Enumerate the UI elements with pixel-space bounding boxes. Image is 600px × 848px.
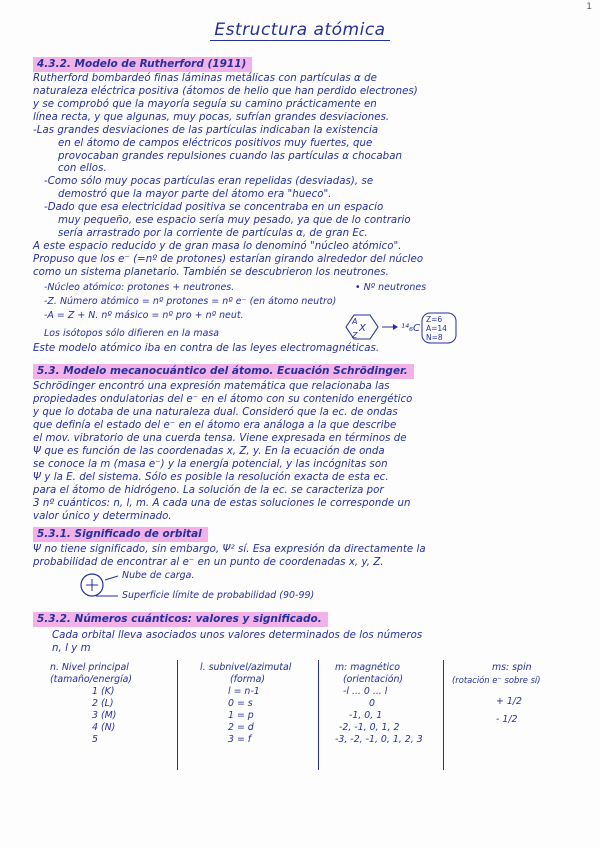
text-line: Propuso que los e⁻ (=nº de protones) estarían girando alrededor del núcleo	[33, 254, 424, 265]
col-header: (orientación)	[343, 674, 404, 685]
isotopos-line: Los isótopos sólo difieren en la masa	[44, 328, 220, 339]
column-divider	[318, 660, 319, 770]
text-line: el mov. vibratorio de una cuerda tensa. Viene expresada en términos de	[33, 433, 407, 444]
z-definition: -Z. Número atómico = nº protones = nº e⁻ (en átomo neutro)	[44, 296, 337, 307]
cell: 5	[92, 734, 98, 745]
cell: -l ... 0 ... l	[343, 686, 388, 697]
col-header: (forma)	[230, 674, 266, 685]
text-line: demostró que la mayor parte del átomo era "hueco".	[58, 189, 332, 200]
bullet-line: -Como sólo muy pocas partículas eran repelidas (desviadas), se	[44, 176, 374, 187]
cell: 0 = s	[228, 698, 253, 709]
a-definition: -A = Z + N. nº másico = nº pro + nº neut.	[44, 310, 244, 321]
n-value: N=8	[426, 333, 443, 342]
pointer-line	[105, 576, 118, 580]
cell: 2 (L)	[92, 698, 114, 709]
cell: 0	[369, 698, 375, 709]
text-line: propiedades ondulatorias del e⁻ en el átomo con su contenido energético	[33, 394, 413, 405]
closing-line: Este modelo atómico iba en contra de las leyes electromagnéticas.	[33, 343, 380, 354]
text-line: muy pequeño, ese espacio sería muy pesado, ya que de lo contrario	[58, 215, 411, 226]
mass-number-symbol: A	[352, 317, 358, 326]
table-col-m	[335, 662, 423, 746]
section-heading-orbital: 5.3.1. Significado de orbital	[33, 527, 208, 542]
text-line: Rutherford bombardeó finas láminas metálicas con partículas α de	[33, 73, 377, 84]
arrow-head-icon	[393, 324, 398, 330]
cell: 4 (N)	[92, 722, 116, 733]
text-line: Cada orbital lleva asociados unos valores determinados de los números	[52, 630, 423, 641]
section-heading-numeros: 5.3.2. Números cuánticos: valores y significado.	[33, 612, 328, 627]
text-line: Schrödinger encontró una expresión matemática que relacionaba las	[33, 381, 390, 392]
cell: 3 (M)	[92, 710, 117, 721]
cell: 1 (K)	[92, 686, 115, 697]
text-line: n, l y m	[52, 643, 91, 654]
z-value: Z=6	[426, 315, 443, 324]
text-line: que definía el estado del e⁻ en el átomo era análoga a la que describe	[33, 420, 397, 431]
col-header: (rotación e⁻ sobre sí)	[452, 675, 541, 685]
text-line: se conoce la m (masa e⁻) y la energía potencial, y las incógnitas son	[33, 459, 388, 470]
col-header: ms: spin	[492, 662, 532, 673]
nube-label: Nube de carga.	[122, 570, 195, 581]
text-line: línea recta, y que algunas, muy pocas, sufrían grandes desviaciones.	[33, 112, 390, 123]
text-line: 3 nº cuánticos: n, l, m. A cada una de estas soluciones le corresponde un	[33, 498, 411, 509]
element-symbol: X	[359, 323, 366, 334]
col-header: l. subnivel/azimutal	[200, 662, 292, 673]
text-line: y que lo dotaba de una naturaleza dual. Consideró que la ec. de ondas	[33, 407, 398, 418]
table-col-n	[50, 662, 132, 746]
carbon-example: ¹⁴₆C	[401, 323, 421, 334]
cell: 3 = f	[228, 734, 252, 745]
bullet-line: -Dado que esa electricidad positiva se concentraba en un espacio	[44, 202, 384, 213]
superficie-label: Superficie límite de probabilidad (90-99)	[122, 590, 315, 601]
text-line: para el átomo de hidrógeno. La solución de la ec. se caracteriza por	[33, 485, 384, 496]
cell: + 1/2	[496, 696, 522, 707]
nucleo-line: -Núcleo atómico: protones + neutrones.	[44, 282, 235, 293]
col-header: n. Nivel principal	[50, 662, 129, 673]
table-col-l	[200, 662, 291, 746]
bullet-line: -Las grandes desviaciones de las partículas indicaban la existencia	[33, 125, 379, 136]
table-col-ms	[452, 662, 541, 726]
column-divider	[177, 660, 178, 770]
col-header: m: magnético	[335, 662, 400, 673]
text-line: A este espacio reducido y de gran masa lo denominó "núcleo atómico".	[33, 241, 402, 252]
section-heading-schrodinger: 5.3. Modelo mecanocuántico del átomo. Ecuación Schrödinger.	[33, 364, 414, 379]
page-title	[0, 20, 600, 40]
text-line: Ψ no tiene significado, sin embargo, Ψ² sí. Esa expresión da directamente la	[33, 544, 426, 555]
cell: -2, -1, 0, 1, 2	[339, 722, 400, 733]
text-line: en el átomo de campos eléctricos positivos muy fuertes, que	[58, 138, 373, 149]
cell: 2 = d	[228, 722, 254, 733]
text-line: Ψ que es función de las coordenadas x, Z, y. En la ecuación de onda	[33, 446, 385, 457]
text-line: como un sistema planetario. También se descubrieron los neutrones.	[33, 267, 389, 278]
a-value: A=14	[426, 324, 447, 333]
atomic-number-symbol: Z	[352, 331, 358, 340]
cell: 1 = p	[228, 710, 254, 721]
cell: -1, 0, 1	[349, 710, 383, 721]
text-line: con ellos.	[58, 163, 107, 174]
page-title-text: Estructura atómica	[210, 20, 389, 41]
text-line: valor único y determinado.	[33, 511, 172, 522]
text-line: Ψ y la E. del sistema. Sólo es posible la resolución exacta de esta ec.	[33, 472, 389, 483]
text-line: provocaban grandes repulsiones cuando las partículas α chocaban	[58, 151, 403, 162]
cell: - 1/2	[496, 714, 518, 725]
column-divider	[443, 660, 444, 770]
text-line: probabilidad de encontrar al e⁻ en un punto de coordenadas x, y, Z.	[33, 557, 384, 568]
cell: l = n-1	[228, 686, 260, 697]
page-number: 1	[586, 2, 592, 12]
section-heading-rutherford: 4.3.2. Modelo de Rutherford (1911)	[33, 57, 252, 72]
text-line: sería arrastrado por la corriente de partículas α, de gran Ec.	[58, 228, 368, 239]
cell: -3, -2, -1, 0, 1, 2, 3	[335, 734, 423, 745]
nucleo-note: • Nº neutrones	[355, 282, 427, 293]
col-header: (tamaño/energía)	[50, 674, 133, 685]
text-line: y se comprobó que la mayoría seguía su camino prácticamente en	[33, 99, 377, 110]
text-line: naturaleza eléctrica positiva (átomos de helio que han perdido electrones)	[33, 86, 418, 97]
